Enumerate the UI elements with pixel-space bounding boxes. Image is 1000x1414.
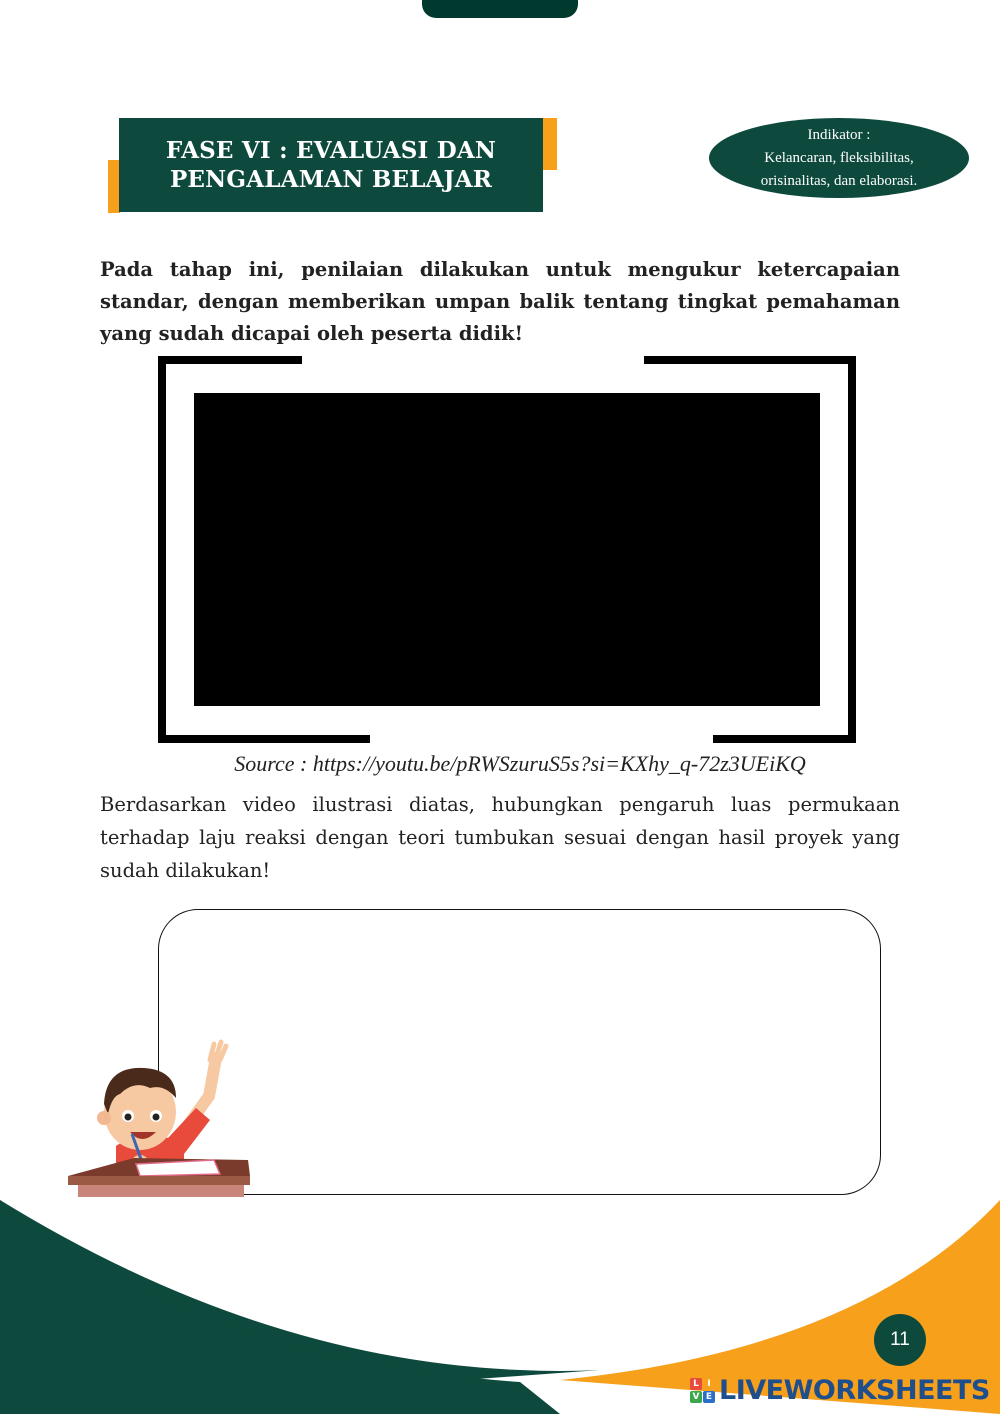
frame-bottom-left	[158, 735, 370, 743]
frame-top-left	[158, 356, 302, 364]
indicator-label: Indikator :	[807, 126, 871, 143]
intro-paragraph: Pada tahap ini, penilaian dilakukan untuk mengukur ketercapaian standar, dengan memberikan umpan balik tentang tingkat pemahaman yang sudah dicapai oleh peserta didik!	[100, 258, 900, 345]
indicator-line2: orisinalitas, dan elaborasi.	[760, 172, 918, 189]
frame-left	[158, 356, 166, 743]
student-raising-hand-illustration	[64, 1036, 254, 1201]
logo-letter-i: I	[703, 1378, 715, 1390]
video-player[interactable]	[194, 393, 820, 706]
frame-top-right	[644, 356, 856, 364]
logo-letter-l: L	[690, 1378, 702, 1390]
logo-letter-e: E	[703, 1391, 715, 1403]
question-paragraph: Berdasarkan video ilustrasi diatas, hubungkan pengaruh luas permukaan terhadap laju reaksi dengan teori tumbukan sesuai dengan hasil proyek yang sudah dilakukan!	[100, 793, 900, 882]
frame-right	[848, 356, 856, 743]
logo-letter-v: V	[690, 1391, 702, 1403]
liveworksheets-brand-text: LIVEWORKSHEETS	[719, 1374, 990, 1406]
phase-title-banner	[119, 118, 543, 212]
liveworksheets-logo	[690, 1372, 990, 1408]
phase-title-line2: PENGALAMAN BELAJAR	[169, 166, 493, 193]
frame-bottom-right	[713, 735, 856, 743]
title-accent-right	[543, 118, 557, 170]
phase-title-line1: FASE VI : EVALUASI DAN	[165, 137, 497, 164]
liveworksheets-logo-grid	[690, 1378, 715, 1403]
answer-textbox[interactable]	[158, 909, 881, 1195]
indicator-line1: Kelancaran, fleksibilitas,	[764, 149, 914, 166]
video-source-caption: Source : https://youtu.be/pRWSzuruS5s?si=KXhy_q-72z3UEiKQ	[234, 751, 806, 776]
top-tab-decoration	[422, 0, 578, 18]
page-number-badge: 11	[874, 1314, 926, 1366]
indicator-badge	[709, 118, 969, 198]
